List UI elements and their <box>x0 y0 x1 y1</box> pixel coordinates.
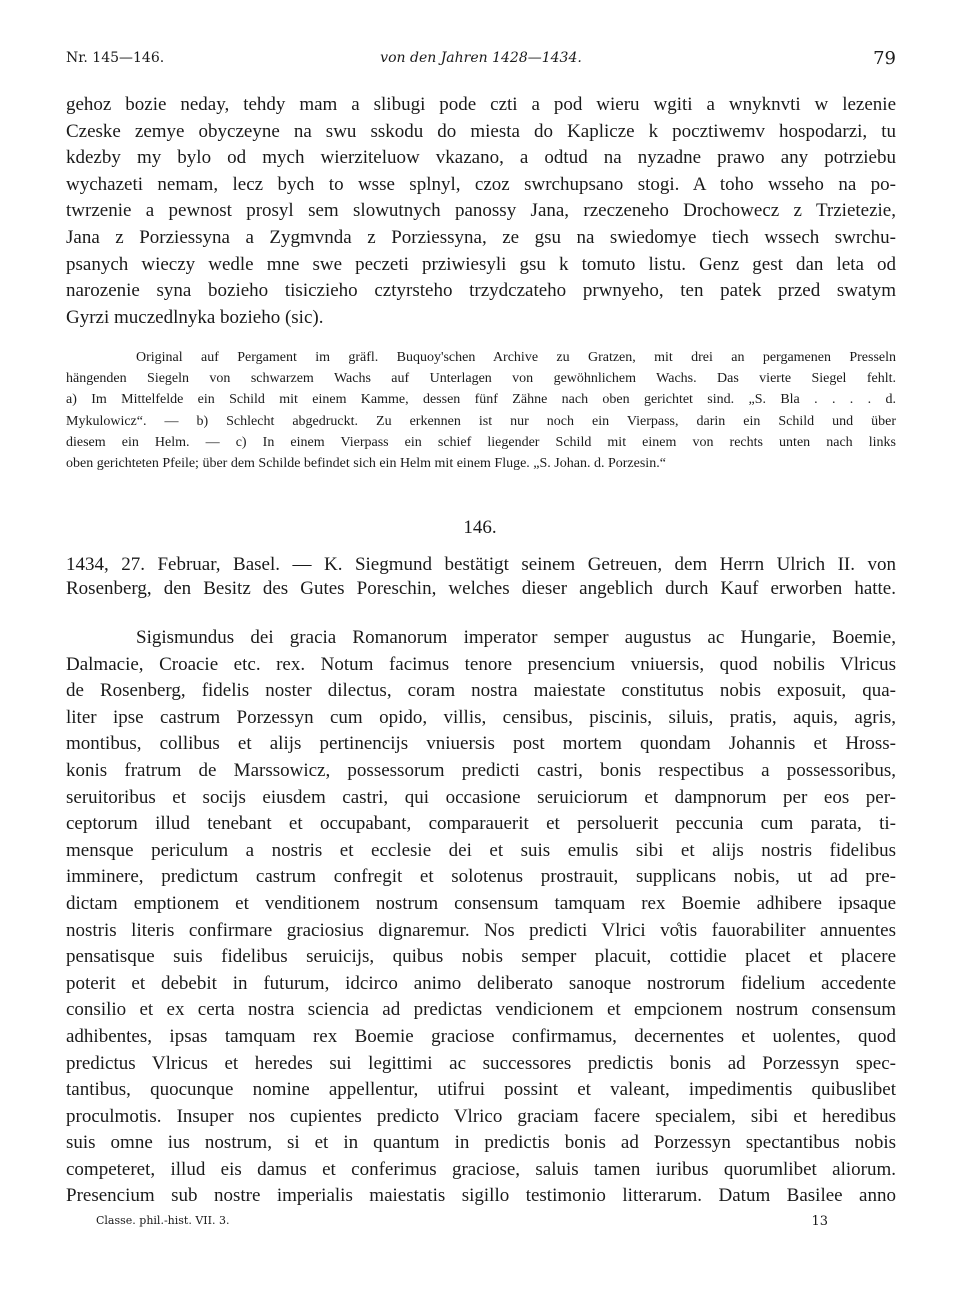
note-line: hängenden Siegeln von schwarzem Wachs auf Unterlagen von gewöhnlichem Wachs. Das vierte Siegel fehlt. <box>66 371 896 387</box>
text-line: Dalmacie, Croacie etc. rex. Notum facimus tenore presencium vniuersis, quod nobilis Vlricus <box>66 653 896 675</box>
editorial-notes <box>66 347 896 474</box>
document-number: 146. <box>463 517 497 538</box>
footer-sheet-number: 13 <box>811 1214 828 1229</box>
text-line: Gyrzi muczedlnyka bozieho (sic). <box>66 306 324 328</box>
text-line: seruitoribus et socijs eiusdem castri, qui occasione seruiciorum et dampnorum per eos per- <box>66 786 896 808</box>
note-line: Original auf Pergament im gräfl. Buquoy'schen Archive zu Gratzen, mit drei an pergamenen Presseln <box>136 350 896 365</box>
text-line: montibus, collibus et alijs pertinencijs vniuersis post mortem quondam Johannis et Hross- <box>66 733 896 755</box>
text-line: competeret, illud eis damus et conferimus graciose, saluis tamen iuribus quorumlibet aliorum. <box>66 1158 896 1180</box>
page-number: 79 <box>873 48 896 69</box>
text-line: konis fratrum de Marssowicz, possessorum predicti castri, bonis respectibus a possessoribus, <box>66 759 896 781</box>
czech-charter-text <box>66 92 896 331</box>
regest <box>66 553 896 601</box>
text-line: dictam emptionem et venditionem nostrum consensum tamquam rex Boemie adhibere ipsaque <box>66 892 896 914</box>
text-line: Czeske zemye obyczeyne na swu sskodu do miesta do Kaplicze k pocztiwemv hospodarzi, tu <box>66 120 896 142</box>
text-line: narozenie syna bozieho tisiczieho cztyrsteho trzydczateho prwnyeho, ten patek przed swatym <box>66 280 896 302</box>
text-line: adhibentes, ipsas tamquam rex Boemie graciose confirmamus, decernentes et uolentes, quod <box>66 1025 896 1047</box>
running-header <box>66 50 896 74</box>
text-line: twrzenie a pewnost prosyl sem slowutnych panossy Jana, rzeczeneho Drochowecz z Trzietezie, <box>66 200 896 222</box>
text-line: Presencium sub nostre imperialis maiestatis sigillo testimonio litterarum. Datum Basilee anno <box>66 1185 896 1207</box>
text-line: psanych wieczy wedle mne swe peczeti prziwiesyli gsu k tomuto listu. Genz gest dan leta od <box>66 253 896 275</box>
text-line: mensque periculum a nostris et ecclesie dei et suis emulis sibi et alijs nostris fidelibus <box>66 839 896 861</box>
header-document-range: Nr. 145—146. <box>66 50 165 66</box>
text-line: Sigismundus dei gracia Romanorum imperator semper augustus ac Hungarie, Boemie, <box>136 627 896 648</box>
text-line: de Rosenberg, fidelis noster dilectus, coram nostra maiestate constitutus nobis exposuit, qua- <box>66 680 896 702</box>
header-years: von den Jahren 1428—1434. <box>380 50 582 66</box>
text-line: consilio et ex certa nostra sciencia ad predictas vendicionem et empcionem nostrum consensum <box>66 999 896 1021</box>
note-line: Mykulowicz“. — b) Schlecht abgedruckt. Zu erkennen ist nur noch ein Vierpass, darin ein Schild und über <box>66 413 896 429</box>
regest-line: Rosenberg, den Besitz des Gutes Poreschin, welches dieser angeblich durch Kauf erworben hatte. <box>66 578 896 599</box>
note-line: diesem ein Helm. — c) In einem Vierpass ein schief liegender Schild mit einem von rechts unten nach links <box>66 434 896 450</box>
text-line: suis omne ius nostrum, si et in quantum in predictis bonis ad Porzessyn spectantibus nobis <box>66 1132 896 1154</box>
text-line: gehoz bozie neday, tehdy mam a slibugi pode czti a pod wieru wgiti a wnyknvti w lezenie <box>66 94 896 115</box>
footer-class-signature: Classe. phil.-hist. VII. 3. <box>96 1214 230 1227</box>
latin-charter-text <box>66 625 896 1210</box>
text-line: ceptorum illud tenebant et occupabant, comparauerit et persoluerit peccunia cum parata, ti- <box>66 813 896 835</box>
text-line: poterit et debebit in futurum, idcirco animo deliberato sanoque nostrorum fidelium accedente <box>66 972 896 994</box>
text-line: pensatisque suis fidelibus seruicijs, quibus nobis semper placuit, cottidie placet et placere <box>66 946 896 968</box>
text-line: liter ipse castrum Porzessyn cum opido, villis, censibus, piscinis, siluis, pratis, aquis, agris, <box>66 706 896 728</box>
page-footer <box>96 1214 828 1232</box>
text-line: tantibus, quocunque nomine appellentur, utifrui possint et valeant, impedimentis quibuslibet <box>66 1079 896 1101</box>
regest-line: 1434, 27. Februar, Basel. — K. Siegmund bestätigt seinem Getreuen, dem Herrn Ulrich II. von <box>66 554 896 575</box>
text-line: kdezby my bylo od mych wierziteluow vkazano, a odtud na nyzadne prawo any potrziebu <box>66 147 896 169</box>
text-line: wychazeti nemam, lecz bych to wsse splnyl, czoz swrchupsano stogi. A toho wsseho na po- <box>66 173 896 195</box>
note-line: oben gerichteten Pfeile; über dem Schilde befindet sich ein Helm mit einem Fluge. „S. Johan. d. Porzesin.“ <box>66 456 666 472</box>
text-line: predictus Vlricus et heredes sui legittimi ac successores predictis bonis ad Porzessyn spec- <box>66 1052 896 1074</box>
text-line: nostris literis confirmare graciosius dignaremur. Nos predicti Vlrici vo̊tis fauorabiliter annuentes <box>66 919 896 941</box>
note-line: a) Im Mittelfelde ein Schild mit einem Kamme, dessen fünf Zähne nach oben gerichtet sind. „S. Bla . . . . d. <box>66 392 896 408</box>
text-line: Jana z Porziessyna a Zygmvnda z Porziessyna, ze gsu na swiedomye tiech wssech swrchu- <box>66 226 896 248</box>
text-line: imminere, predictum castrum confregit et solotenus prostrauit, supplicans nobis, ut ad pre- <box>66 866 896 888</box>
text-line: proculmotis. Insuper nos cupientes predicto Vlrico graciam facere specialem, sibi et heredibus <box>66 1105 896 1127</box>
